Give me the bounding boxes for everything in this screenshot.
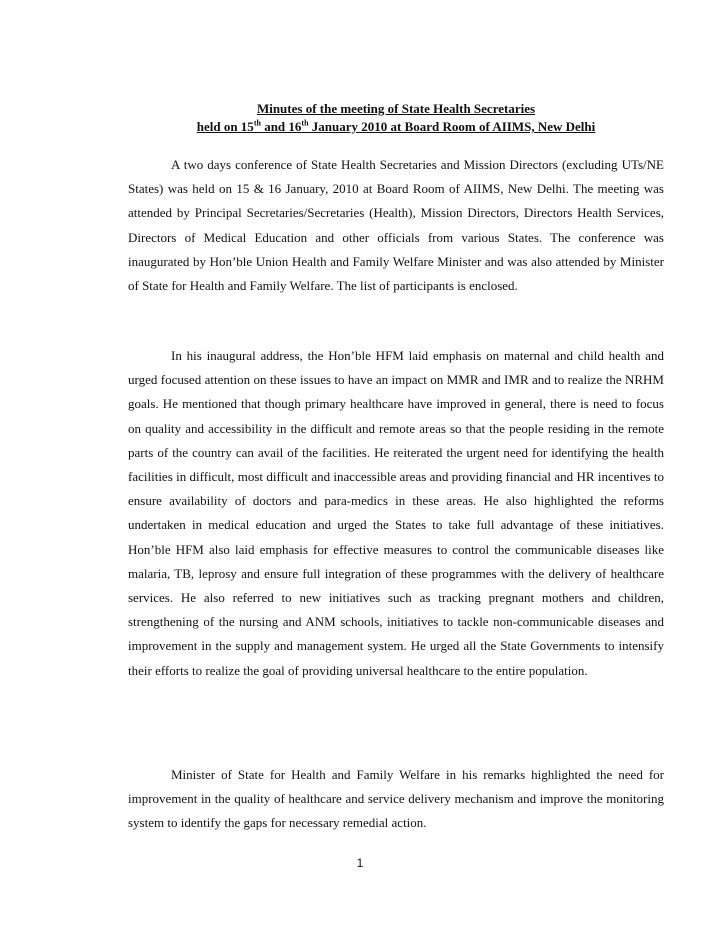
- paragraph-conference-overview: A two days conference of State Health Secretaries and Mission Directors (excluding UTs/NE States) was held on 15 & 16 January, 2010 at Board Room of AIIMS, New Delhi. The meeting was attended by Principal Secretaries/Secretaries (Health), Mission Directors, Directors Health Services, Directors of Medical Education and other officials from various States. The conference was inaugurated by Hon’ble Union Health and Family Welfare Minister and was also attended by Minister of State for Health and Family Welfare. The list of participants is enclosed.: [128, 157, 664, 294]
- document-title: [128, 100, 664, 136]
- title-line-1: Minutes of the meeting of State Health Secretaries: [256, 101, 536, 116]
- title-line-2-part-b: and 16: [260, 119, 302, 134]
- paragraph-minister-of-state-remarks: Minister of State for Health and Family Welfare in his remarks highlighted the need for improvement in the quality of healthcare and service delivery mechanism and improve the monitoring system to identify the gaps for necessary remedial action.: [128, 767, 664, 831]
- paragraph-inaugural-address: In his inaugural address, the Hon’ble HFM laid emphasis on maternal and child health and urged focused attention on these issues to have an impact on MMR and IMR and to realize the NRHM goals. He mentioned that though primary healthcare have improved in general, there is need to focus on quality and accessibility in the difficult and remote areas so that the people residing in the remote parts of the country can avail of the facilities. He reiterated the urgent need for identifying the health facilities in difficult, most difficult and inaccessible areas and providing financial and HR incentives to ensure availability of doctors and para-medics in these areas. He also highlighted the reforms undertaken in medical education and urged the States to take full advantage of these initiatives. Hon’ble HFM also laid emphasis for effective measures to control the communicable diseases like malaria, TB, leprosy and ensure full integration of these programmes with the delivery of healthcare services. He also referred to new initiatives such as tracking pregnant mothers and children, strengthening of the nursing and ANM schools, initiatives to tackle non-communicable diseases and improvement in the supply and management system. He urged all the State Governments to intensify their efforts to realize the goal of providing universal healthcare to the entire population.: [128, 348, 664, 678]
- title-superscript-2: th: [301, 118, 309, 128]
- title-line-2-part-a: held on 15: [196, 119, 254, 134]
- title-superscript-1: th: [253, 118, 261, 128]
- title-line-2: [128, 118, 664, 136]
- page-number: 1: [356, 856, 364, 870]
- title-line-2-part-c: January 2010 at Board Room of AIIMS, New Delhi: [308, 119, 596, 134]
